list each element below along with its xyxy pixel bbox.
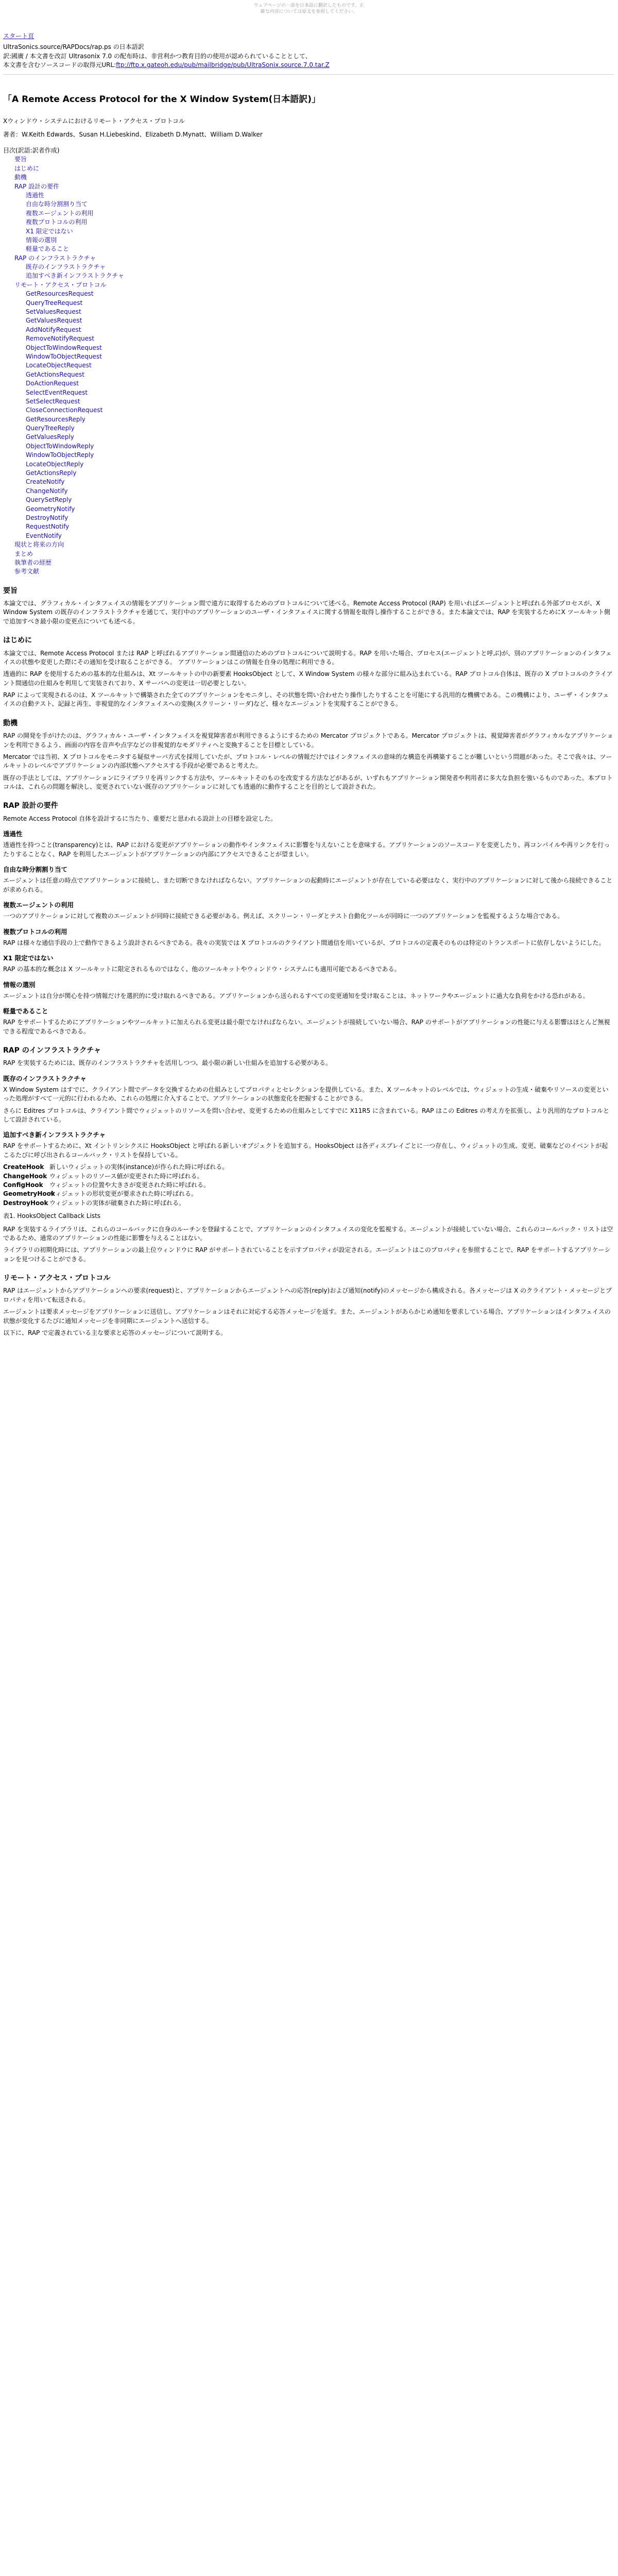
document-body — [3, 0, 614, 1341]
callback-list — [3, 1163, 614, 1208]
paragraph: 以下に、RAP で定義されている主な要求と応答のメッセージについて説明する。 — [3, 1329, 227, 1336]
toc-subitem — [26, 191, 614, 200]
toc-sublink[interactable]: LocateObjectReply — [26, 460, 84, 468]
toc-subitem — [26, 522, 614, 531]
subsection-heading: 既存のインフラストラクチャ — [3, 1074, 87, 1082]
toc-sublink[interactable]: WindowToObjectRequest — [26, 352, 102, 360]
toc-sublink[interactable]: EventNotify — [26, 532, 62, 539]
toc-link[interactable]: リモート・アクセス・プロトコル — [14, 281, 107, 289]
translation-notice: ウェブページの一部を日本語に翻訳したものです。正確な内容については原文を参照してください。 — [253, 3, 365, 14]
callback-desc: ウィジェットの実体が破棄された時に呼ばれる。 — [49, 1199, 185, 1207]
source-url-link[interactable]: ftp://ftp.x.gateoh.edu/pub/mailbridge/pub/UltraSonix.source.7.0.tar.Z — [116, 61, 330, 69]
toc-subitem — [26, 415, 614, 424]
toc-link[interactable]: まとめ — [14, 550, 33, 557]
meta-url-label: 本文書を含むソースコードの取得元URL: — [3, 61, 116, 69]
callback-name: ConfigHook — [3, 1181, 43, 1189]
toc-subitem — [26, 496, 614, 504]
toc-sublink[interactable]: GeometryNotify — [26, 505, 75, 513]
toc-subitem — [26, 326, 614, 334]
section-heading: RAP のインフラストラクチャ — [3, 1046, 101, 1055]
table-caption: 表1. HooksObject Callback Lists — [3, 1212, 101, 1220]
toc-sublink[interactable]: GetResourcesRequest — [26, 290, 94, 298]
toc-link[interactable]: 執筆者の経歴 — [14, 558, 52, 566]
toc-subitem — [26, 308, 614, 316]
toc-link[interactable]: 動機 — [14, 174, 27, 181]
toc-subitem — [26, 218, 614, 227]
toc-subitem — [26, 227, 614, 236]
toc-subitem — [26, 245, 614, 253]
paragraph: RAP をサポートするために、Xt イントリンシクスに HooksObject と呼ばれる新しいオブジェクトを追加する。HooksObject は各ディスプレイごとに一つ存在し、ウィジェットの生成、変更、破棄などのイベントが起こるたびに呼び出されるコールバック・リストを保持している。 — [3, 1142, 608, 1159]
toc-sublink[interactable]: RequestNotify — [26, 523, 70, 531]
subsection-heading: 自由な時分割割り当て — [3, 866, 68, 874]
toc-sublink[interactable]: RemoveNotifyRequest — [26, 335, 94, 343]
toc-subitem — [26, 433, 614, 442]
subsection-heading: X1 限定ではない — [3, 954, 54, 962]
toc-link[interactable]: 要旨 — [14, 156, 27, 163]
toc-item — [14, 281, 614, 540]
paragraph: RAP によって実現されるのは、X ツールキットで構築された全てのアプリケーションをモニタし、その状態を問い合わせたり操作したりすることを可能にする汎用的な機構である。この機構により、ユーザ・インタフェイスの自動テスト、記録と再生、非視覚的なインタフェイスへの変換(スクリーン・リーダ)など、様々なエージェントを実現することができる。 — [3, 691, 609, 708]
toc-subitem — [26, 487, 614, 496]
section-heading: はじめに — [3, 636, 32, 645]
meta-url-line — [3, 61, 614, 70]
paragraph: エージェントは自分が関心を持つ情報だけを選択的に受け取れるべきである。アプリケーションから送られるすべての変更通知を受け取ることは、ネットワークやエージェントに過大な負荷をかける恐れがある。 — [3, 992, 589, 999]
toc-subitem — [26, 532, 614, 540]
toc-link[interactable]: 参考文献 — [14, 568, 40, 575]
section-requirements — [3, 801, 614, 1036]
toc-item — [14, 558, 614, 567]
toc-sublink[interactable]: QuerySetReply — [26, 496, 72, 504]
toc-subitem — [26, 397, 614, 406]
paragraph: Mercator では当初、X プロトコルをモニタする疑似サーバ方式を採用していたが、プロトコル・レベルの情報だけではインタフェイスの意味的な構造を再構築することが難しいという問題があった。そこで我々は、ツールキットのレベルでアプリケーションの内部状態へアクセスする手段が必要であると考えた。 — [3, 753, 612, 770]
toc-link[interactable]: RAP 設計の要件 — [14, 182, 60, 190]
toc-subitem — [26, 469, 614, 478]
paragraph: X Window System はすでに、クライアント間でデータを交換するための仕組みとしてプロパティとセレクションを提供している。また、X ツールキットのレベルでは、ウィジェットの生成・破棄やリソースの変更といった処理がすべて一元的に行われるため、これらの処理に介入することで、アプリケーションの状態変化を把握することができる。 — [3, 1086, 609, 1103]
toc-sublink[interactable]: 情報の選別 — [26, 236, 57, 244]
subsection-heading: 複数エージェントの利用 — [3, 901, 74, 909]
toc-subitem — [26, 451, 614, 460]
subsection-heading: 透過性 — [3, 830, 23, 838]
callback-row — [3, 1199, 614, 1208]
toc-sublink[interactable]: GetActionsReply — [26, 469, 77, 477]
toc-subitem — [26, 299, 614, 308]
toc-sublink[interactable]: QueryTreeRequest — [26, 299, 83, 307]
toc-sublink[interactable]: WindowToObjectReply — [26, 451, 94, 459]
toc-subitem — [26, 424, 614, 433]
paragraph: エージェントは任意の時点でアプリケーションに接続し、また切断できなければならない。アプリケーションの起動時にエージェントが存在している必要はなく、実行中のアプリケーションに対して後から接続できることが求められる。 — [3, 877, 613, 893]
toc-link[interactable]: はじめに — [14, 164, 40, 172]
toc-subitem — [26, 236, 614, 245]
document-meta — [3, 43, 614, 70]
authors-line: 著者：W.Keith Edwards、Susan H.Liebeskind、Elizabeth D.Mynatt、William D.Walker — [3, 130, 263, 138]
section-heading: 動機 — [3, 719, 18, 727]
toc-sublink[interactable]: 複数エージェントの利用 — [26, 209, 94, 217]
toc-subitem — [26, 334, 614, 343]
toc-subitem — [26, 460, 614, 469]
toc-subitem — [26, 388, 614, 397]
callback-name: GeometryHook — [3, 1190, 55, 1198]
toc-sublink[interactable]: 既存のインフラストラクチャ — [26, 263, 106, 271]
toc-sublink[interactable]: 透過性 — [26, 191, 45, 199]
section-heading: リモート・アクセス・プロトコル — [3, 1274, 111, 1283]
callback-desc: ウィジェットのリソース値が変更された時に呼ばれる。 — [49, 1172, 203, 1180]
toc-subitem — [26, 361, 614, 370]
paragraph: RAP を実装するためには、既存のインフラストラクチャを活用しつつ、最小限の新しい仕組みを追加する必要がある。 — [3, 1059, 332, 1067]
paragraph: 本論文では、Remote Access Protocol または RAP と呼ばれるアプリケーション間通信のためのプロトコルについて説明する。RAP を用いた場合、プロセス(エージェントと呼ぶ)が、別のアプリケーションのインタフェイスの状態や変更した際にその通知を受け取ることができる。 アプリケーションはこの情報を自身の処理に利用できる。 — [3, 649, 612, 666]
callback-name: CreateHook — [3, 1163, 44, 1171]
subsection-heading: 複数プロトコルの利用 — [3, 927, 67, 936]
subsection-heading: 追加すべき新インフラストラクチャ — [3, 1131, 106, 1139]
toc-subitem — [26, 290, 614, 298]
toc-subitem — [26, 200, 614, 209]
paragraph: 透過的に RAP を使用するための基本的な仕組みは、Xt ツールキットの中の新要素 HooksObject として、X Window System の様々な部分に組み込まれている。RAP プロトコル自体は、既存の X プロトコルのクライアント間通信の仕組みを利用して実装されており、X サーバへの変更は一切必要としない。 — [3, 670, 613, 687]
toc-sublink[interactable]: 複数プロトコルの利用 — [26, 218, 88, 226]
page-title: 「A Remote Access Protocol for the X Window System(日本語訳)」 — [3, 94, 321, 105]
toc-item — [14, 173, 614, 182]
paragraph: ライブラリの初期化時には、アプリケーションの最上位ウィンドウに RAP がサポートされていることを示すプロパティが設定される。エージェントはこのプロパティを参照することで、RAP をサポートするアプリケーションを見つけることができる。 — [3, 1246, 611, 1263]
toc-link[interactable]: 現状と将来の方向 — [14, 541, 64, 549]
section-heading: RAP 設計の要件 — [3, 802, 58, 810]
page-subtitle: Xウィンドウ・システムにおけるリモート・アクセス・プロトコル — [3, 117, 185, 125]
toc-subitem — [26, 478, 614, 486]
toc-sublink[interactable]: LocateObjectRequest — [26, 362, 92, 369]
toc-sublink[interactable]: AddNotifyRequest — [26, 326, 81, 333]
paragraph: 一つのアプリケーションに対して複数のエージェントが同時に接続できる必要がある。例えば、スクリーン・リーダとテスト自動化ツールが同時に一つのアプリケーションを監視するような場合である。 — [3, 912, 564, 920]
paragraph: 本論文では、グラフィカル・インタフェイスの情報をアプリケーション間で遠方に取得するためのプロトコルについて述べる。Remote Access Protocol (RAP) を用いればエージェントと呼ばれる外部プロセスが、X Window System の既存のインフラストラクチャを通じて、実行中のアプリケーションのユーザ・インタフェイスに関する情報を取得し操作することができる。また本論文では、RAP を実装するためにX ツールキット側で追加すべき最小限の変更点についても述べる。 — [3, 600, 611, 625]
toc-subitem — [26, 209, 614, 218]
toc-sublink[interactable]: ObjectToWindowRequest — [26, 344, 102, 351]
paragraph: RAP は様々な通信手段の上で動作できるよう設計されるべきである。我々の実装では X プロトコルのクライアント間通信を用いているが、プロトコルの定義そのものは特定のトランスポートに依存しないようにした。 — [3, 939, 605, 946]
toc-subitem — [26, 442, 614, 451]
paragraph: RAP の基本的な概念は X ツールキットに限定されるものではなく、他のツールキットやウィンドウ・システムにも適用可能であるべきである。 — [3, 965, 401, 973]
toc-subitem — [26, 352, 614, 361]
toc-link[interactable]: RAP のインフラストラクチャ — [14, 254, 96, 262]
toc-subitem — [26, 316, 614, 325]
callback-desc: ウィジェットの位置や大きさが変更された時に呼ばれる。 — [49, 1181, 210, 1189]
paragraph: さらに Editres プロトコルは、クライアント間でウィジェットのリソースを問い合わせ、変更するための仕組みとしてすでに X11R5 に含まれている。RAP はこの Editres の考え方を拡張し、より汎用的なプロトコルとして設計されている。 — [3, 1107, 609, 1123]
paragraph: RAP を実装するライブラリは、これらのコールバックに自身のルーチンを登録することで、アプリケーションのインタフェイスの変化を監視する。エージェントが接続していない場合、これらのコールバック・リストは空であるため、通常のアプリケーションの性能に影響を与えることはない。 — [3, 1225, 613, 1242]
toc-sublink[interactable]: CreateNotify — [26, 478, 65, 486]
paragraph: RAP の開発を手がけたのは、グラフィカル・ユーザ・インタフェイスを視覚障害者が利用できるようにするための Mercator プロジェクトである。Mercator プロジェクトは、視覚障害者がグラフィカルなアプリケーションを利用できるよう、画面の内容を音声や点字などの非視覚的なモダリティへと変換することを目標としている。 — [3, 732, 613, 749]
toc-sublink[interactable]: ChangeNotify — [26, 487, 68, 495]
section-abstract — [3, 586, 614, 626]
toc-item — [14, 164, 614, 173]
toc-sublink[interactable]: QueryTreeReply — [26, 425, 75, 432]
callback-name: ChangeHook — [3, 1172, 47, 1180]
toc-subitem — [26, 379, 614, 388]
toc-subitem — [26, 263, 614, 272]
toc-sublink[interactable]: 自由な時分割割り当て — [26, 200, 88, 208]
toc-subitem — [26, 370, 614, 379]
callback-row — [3, 1172, 614, 1181]
meta-source-line: UltraSonics.source/RAPDocs/rap.ps の日本語訳 — [3, 43, 144, 51]
paragraph: RAP はエージェントからアプリケーションへの要求(request)と、アプリケーションからエージェントへの応答(reply)および通知(notify)のメッセージから構成される。各メッセージは X のクライアント・メッセージとプロパティを用いて転送される。 — [3, 1287, 612, 1303]
toc-sublink[interactable]: GetActionsRequest — [26, 370, 84, 378]
toc-subitem — [26, 514, 614, 522]
callback-row — [3, 1181, 614, 1190]
callback-row — [3, 1190, 614, 1198]
toc-item — [14, 155, 614, 164]
toc-sublink[interactable]: 軽量であること — [26, 245, 70, 253]
paragraph: Remote Access Protocol 自体を設計するに当たり、重要だと思われる設計上の目標を設定した。 — [3, 815, 277, 822]
section-motivation — [3, 718, 614, 792]
toc-sublink[interactable]: SetSelectRequest — [26, 397, 80, 405]
toc-sublink[interactable]: GetValuesReply — [26, 433, 74, 441]
section-infrastructure — [3, 1045, 614, 1264]
meta-translator-line: 訳:國廣 / 本文書を改訂 Ultrasonix 7.0 の配布時は、非営利かつ教育目的の使用が認められていることとして、 — [3, 52, 312, 60]
toc-sublink[interactable]: 追加すべき新インフラストラクチャ — [26, 272, 125, 280]
subsection-heading: 軽量であること — [3, 1007, 48, 1015]
callback-desc: ウィジェットの形状変更が要求された時に呼ばれる。 — [49, 1190, 198, 1198]
toc-item — [14, 550, 614, 558]
toc-item — [14, 254, 614, 281]
toc-sublink[interactable]: SelectEventRequest — [26, 388, 88, 396]
toc-subitem — [26, 406, 614, 415]
callback-desc: 新しいウィジェットの実体(instance)が作られた時に呼ばれる。 — [49, 1163, 229, 1171]
toc-sublink[interactable]: DoActionRequest — [26, 380, 79, 387]
table-of-contents — [3, 155, 614, 576]
toc-sublink[interactable]: SetValuesRequest — [26, 308, 81, 316]
toc-sublink[interactable]: DestroyNotify — [26, 514, 68, 521]
paragraph: RAP をサポートするためにアプリケーションやツールキットに加えられる変更は最小限でなければならない。エージェントが接続していない場合、RAP のサポートがアプリケーションの性能に与える影響はほとんど無視できる程度であるべきである。 — [3, 1019, 610, 1035]
subsection-heading: 情報の選別 — [3, 980, 36, 989]
section-intro — [3, 635, 614, 709]
toc-subitem — [26, 344, 614, 352]
toc-title: 目次(訳語:訳者作成) — [3, 146, 60, 154]
callback-row — [3, 1163, 614, 1172]
toc-subitem — [26, 505, 614, 514]
toc-item — [14, 567, 614, 576]
back-to-start-link[interactable]: スタート頁 — [3, 32, 35, 40]
toc-sublink[interactable]: GetResourcesReply — [26, 415, 85, 423]
toc-sublink[interactable]: X1 限定ではない — [26, 227, 73, 235]
toc-sublink[interactable]: CloseConnectionRequest — [26, 406, 103, 414]
paragraph: 既存の手法としては、アプリケーションにライブラリを再リンクする方法や、ツールキットそのものを改変する方法などがあるが、いずれもアプリケーション開発者や利用者に多大な負担を強いるものであった。本プロトコルは、これらの問題を解決し、変更されていない既存のアプリケーションに対しても透過的に動作することを目的として設計された。 — [3, 774, 613, 791]
section-protocol — [3, 1273, 614, 1337]
divider — [3, 74, 614, 75]
toc-sublink[interactable]: GetValuesRequest — [26, 317, 82, 325]
toc-sublink[interactable]: ObjectToWindowReply — [26, 442, 94, 450]
section-heading: 要旨 — [3, 586, 18, 595]
paragraph: 透過性を持つこと(transparency)とは、RAP における変更がアプリケーションの動作やインタフェイスに影響を与えないことを意味する。アプリケーションのソースコードを変更したり、再コンパイルや再リンクを行ったりすることなく、RAP を利用したエージェントがアプリケーションの内部にアクセスできることが望ましい。 — [3, 841, 610, 858]
toc-subitem — [26, 272, 614, 280]
paragraph: エージェントは要求メッセージをアプリケーションに送信し、アプリケーションはそれに対応する応答メッセージを返す。また、エージェントがあらかじめ通知を要求している場合、アプリケーションはインタフェイスの状態が変化するたびに通知メッセージを非同期にエージェントへ送信する。 — [3, 1308, 611, 1325]
toc-item — [14, 182, 614, 254]
toc-item — [14, 540, 614, 549]
callback-name: DestroyHook — [3, 1199, 48, 1207]
